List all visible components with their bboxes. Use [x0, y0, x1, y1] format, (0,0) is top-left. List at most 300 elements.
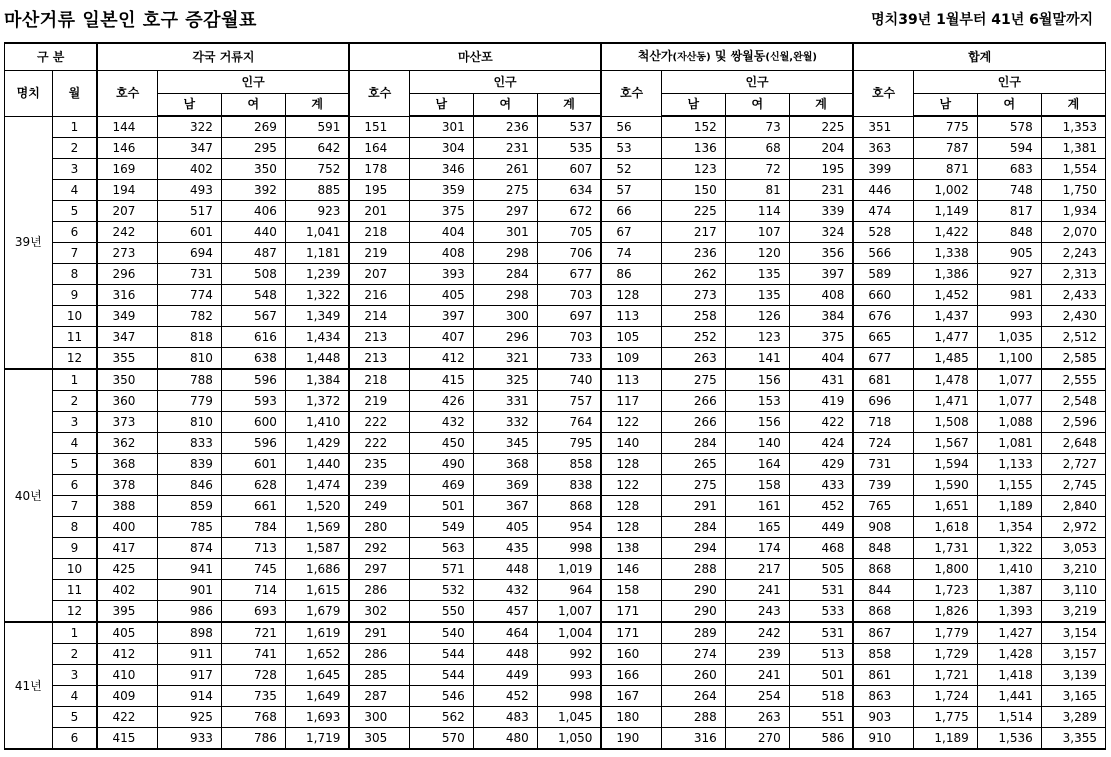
table-row — [5, 644, 1106, 665]
population-cell: 404 — [789, 348, 853, 370]
households-cell: 388 — [97, 496, 157, 517]
population-cell: 735 — [221, 686, 285, 707]
population-cell: 549 — [409, 517, 473, 538]
population-cell: 265 — [661, 454, 725, 475]
population-cell: 153 — [725, 391, 789, 412]
population-cell: 925 — [157, 707, 221, 728]
population-cell: 788 — [157, 369, 221, 391]
population-cell: 2,433 — [1041, 285, 1105, 306]
population-cell: 294 — [661, 538, 725, 559]
population-cell: 1,721 — [913, 665, 977, 686]
population-cell: 288 — [661, 559, 725, 580]
population-cell: 1,651 — [913, 496, 977, 517]
female-header-cheoksan-ssangwol: 여 — [725, 94, 789, 117]
population-cell: 1,679 — [285, 601, 349, 623]
population-cell: 1,615 — [285, 580, 349, 601]
households-cell: 144 — [97, 116, 157, 138]
population-cell: 346 — [409, 159, 473, 180]
population-cell: 672 — [537, 201, 601, 222]
population-cell: 241 — [725, 665, 789, 686]
meiji-header: 명치 — [5, 71, 53, 117]
population-cell: 165 — [725, 517, 789, 538]
population-cell: 288 — [661, 707, 725, 728]
households-cell: 218 — [349, 222, 409, 243]
population-cell: 540 — [409, 622, 473, 644]
households-cell: 67 — [601, 222, 661, 243]
month-cell: 1 — [52, 622, 97, 644]
population-cell: 449 — [789, 517, 853, 538]
households-cell: 113 — [601, 306, 661, 327]
population-cell: 126 — [725, 306, 789, 327]
month-cell: 1 — [52, 116, 97, 138]
population-cell: 1,386 — [913, 264, 977, 285]
population-cell: 156 — [725, 369, 789, 391]
month-cell: 4 — [52, 433, 97, 454]
population-cell: 1,686 — [285, 559, 349, 580]
population-cell: 570 — [409, 728, 473, 750]
households-cell: 122 — [601, 475, 661, 496]
population-cell: 616 — [221, 327, 285, 348]
population-cell: 195 — [789, 159, 853, 180]
households-cell: 158 — [601, 580, 661, 601]
population-cell: 263 — [725, 707, 789, 728]
population-cell: 300 — [473, 306, 537, 327]
population-cell: 3,139 — [1041, 665, 1105, 686]
month-cell: 11 — [52, 580, 97, 601]
population-cell: 757 — [537, 391, 601, 412]
households-header-total: 호수 — [853, 71, 913, 117]
population-cell: 817 — [977, 201, 1041, 222]
population-cell: 1,474 — [285, 475, 349, 496]
male-header-cheoksan-ssangwol: 남 — [661, 94, 725, 117]
population-cell: 429 — [789, 454, 853, 475]
population-cell: 535 — [537, 138, 601, 159]
households-cell: 410 — [97, 665, 157, 686]
table-row — [5, 707, 1106, 728]
population-cell: 404 — [409, 222, 473, 243]
households-cell: 863 — [853, 686, 913, 707]
households-cell: 422 — [97, 707, 157, 728]
population-cell: 114 — [725, 201, 789, 222]
population-cell: 782 — [157, 306, 221, 327]
population-cell: 260 — [661, 665, 725, 686]
population-cell: 2,512 — [1041, 327, 1105, 348]
households-cell: 66 — [601, 201, 661, 222]
population-header-masanpo: 인구 — [409, 71, 601, 94]
population-cell: 408 — [409, 243, 473, 264]
population-header-cheoksan-ssangwol: 인구 — [661, 71, 853, 94]
population-cell: 532 — [409, 580, 473, 601]
population-cell: 487 — [221, 243, 285, 264]
table-row — [5, 496, 1106, 517]
population-cell: 533 — [789, 601, 853, 623]
month-cell: 11 — [52, 327, 97, 348]
table-row — [5, 159, 1106, 180]
population-cell: 810 — [157, 412, 221, 433]
population-cell: 359 — [409, 180, 473, 201]
households-cell: 190 — [601, 728, 661, 750]
population-cell: 1,239 — [285, 264, 349, 285]
month-cell: 5 — [52, 201, 97, 222]
population-cell: 3,154 — [1041, 622, 1105, 644]
population-cell: 236 — [661, 243, 725, 264]
population-cell: 1,452 — [913, 285, 977, 306]
population-cell: 775 — [913, 116, 977, 138]
population-cell: 284 — [661, 433, 725, 454]
population-cell: 548 — [221, 285, 285, 306]
population-cell: 693 — [221, 601, 285, 623]
population-cell: 563 — [409, 538, 473, 559]
group3-sub2-label: (신월,완월) — [765, 52, 817, 63]
population-cell: 1,779 — [913, 622, 977, 644]
population-cell: 901 — [157, 580, 221, 601]
population-cell: 1,372 — [285, 391, 349, 412]
households-cell: 400 — [97, 517, 157, 538]
population-cell: 141 — [725, 348, 789, 370]
population-cell: 1,477 — [913, 327, 977, 348]
population-cell: 284 — [661, 517, 725, 538]
female-header-total: 여 — [977, 94, 1041, 117]
households-cell: 86 — [601, 264, 661, 285]
month-cell: 3 — [52, 159, 97, 180]
month-cell: 6 — [52, 222, 97, 243]
population-cell: 1,536 — [977, 728, 1041, 750]
households-cell: 402 — [97, 580, 157, 601]
population-cell: 490 — [409, 454, 473, 475]
population-cell: 505 — [789, 559, 853, 580]
households-cell: 724 — [853, 433, 913, 454]
population-cell: 449 — [473, 665, 537, 686]
population-cell: 1,428 — [977, 644, 1041, 665]
population-cell: 546 — [409, 686, 473, 707]
population-cell: 1,393 — [977, 601, 1041, 623]
population-cell: 1,100 — [977, 348, 1041, 370]
table-row — [5, 580, 1106, 601]
population-cell: 289 — [661, 622, 725, 644]
population-cell: 1,387 — [977, 580, 1041, 601]
table-row — [5, 222, 1106, 243]
population-cell: 295 — [221, 138, 285, 159]
population-cell: 1,322 — [977, 538, 1041, 559]
population-cell: 964 — [537, 580, 601, 601]
table-row — [5, 138, 1106, 159]
population-cell: 3,053 — [1041, 538, 1105, 559]
population-cell: 422 — [789, 412, 853, 433]
population-cell: 431 — [789, 369, 853, 391]
population-cell: 375 — [409, 201, 473, 222]
population-cell: 784 — [221, 517, 285, 538]
households-cell: 194 — [97, 180, 157, 201]
table-body — [5, 116, 1106, 749]
population-cell: 161 — [725, 496, 789, 517]
population-cell: 432 — [473, 580, 537, 601]
population-cell: 316 — [661, 728, 725, 750]
document-period: 명치39년 1월부터 41년 6월말까지 — [871, 12, 1093, 28]
group-header-cheoksan-ssangwol — [601, 43, 853, 71]
population-cell: 136 — [661, 138, 725, 159]
population-cell: 275 — [661, 475, 725, 496]
population-cell: 562 — [409, 707, 473, 728]
households-cell: 56 — [601, 116, 661, 138]
population-cell: 1,649 — [285, 686, 349, 707]
households-cell: 128 — [601, 454, 661, 475]
population-cell: 1,077 — [977, 391, 1041, 412]
population-cell: 356 — [789, 243, 853, 264]
population-cell: 954 — [537, 517, 601, 538]
population-cell: 424 — [789, 433, 853, 454]
households-cell: 242 — [97, 222, 157, 243]
population-cell: 571 — [409, 559, 473, 580]
population-cell: 304 — [409, 138, 473, 159]
table-header — [5, 43, 1106, 116]
population-cell: 993 — [977, 306, 1041, 327]
population-cell: 745 — [221, 559, 285, 580]
population-cell: 741 — [221, 644, 285, 665]
total-header-masanpo: 계 — [537, 94, 601, 117]
households-cell: 425 — [97, 559, 157, 580]
population-cell: 243 — [725, 601, 789, 623]
population-cell: 1,485 — [913, 348, 977, 370]
population-cell: 1,520 — [285, 496, 349, 517]
month-cell: 3 — [52, 412, 97, 433]
population-cell: 1,618 — [913, 517, 977, 538]
households-cell: 677 — [853, 348, 913, 370]
population-cell: 993 — [537, 665, 601, 686]
population-cell: 1,133 — [977, 454, 1041, 475]
population-cell: 578 — [977, 116, 1041, 138]
group-header-foreign-settlement: 각국 거류지 — [97, 43, 349, 71]
population-cell: 273 — [661, 285, 725, 306]
population-cell: 703 — [537, 327, 601, 348]
month-cell: 4 — [52, 686, 97, 707]
population-cell: 593 — [221, 391, 285, 412]
households-cell: 409 — [97, 686, 157, 707]
population-cell: 464 — [473, 622, 537, 644]
households-cell: 302 — [349, 601, 409, 623]
households-cell: 528 — [853, 222, 913, 243]
population-cell: 600 — [221, 412, 285, 433]
population-header-total: 인구 — [913, 71, 1105, 94]
month-cell: 10 — [52, 559, 97, 580]
population-cell: 296 — [473, 327, 537, 348]
population-cell: 839 — [157, 454, 221, 475]
month-cell: 6 — [52, 475, 97, 496]
population-cell: 1,035 — [977, 327, 1041, 348]
households-cell: 171 — [601, 622, 661, 644]
population-cell: 818 — [157, 327, 221, 348]
households-cell: 286 — [349, 644, 409, 665]
households-cell: 249 — [349, 496, 409, 517]
table-row — [5, 559, 1106, 580]
population-cell: 2,745 — [1041, 475, 1105, 496]
population-cell: 905 — [977, 243, 1041, 264]
population-cell: 150 — [661, 180, 725, 201]
population-cell: 1,729 — [913, 644, 977, 665]
households-cell: 218 — [349, 369, 409, 391]
table-row — [5, 391, 1106, 412]
population-cell: 435 — [473, 538, 537, 559]
households-cell: 117 — [601, 391, 661, 412]
month-cell: 2 — [52, 391, 97, 412]
households-cell: 589 — [853, 264, 913, 285]
population-cell: 284 — [473, 264, 537, 285]
population-cell: 1,354 — [977, 517, 1041, 538]
population-cell: 367 — [473, 496, 537, 517]
population-cell: 1,189 — [913, 728, 977, 750]
population-cell: 68 — [725, 138, 789, 159]
population-cell: 406 — [221, 201, 285, 222]
population-cell: 838 — [537, 475, 601, 496]
table-row — [5, 369, 1106, 391]
population-cell: 501 — [789, 665, 853, 686]
households-cell: 216 — [349, 285, 409, 306]
households-cell: 128 — [601, 496, 661, 517]
population-cell: 3,289 — [1041, 707, 1105, 728]
households-cell: 844 — [853, 580, 913, 601]
households-cell: 910 — [853, 728, 913, 750]
households-header-cheoksan-ssangwol: 호수 — [601, 71, 661, 117]
table-row — [5, 454, 1106, 475]
households-cell: 222 — [349, 412, 409, 433]
population-cell: 1,041 — [285, 222, 349, 243]
month-cell: 5 — [52, 454, 97, 475]
population-cell: 156 — [725, 412, 789, 433]
population-cell: 550 — [409, 601, 473, 623]
population-cell: 1,418 — [977, 665, 1041, 686]
male-header-foreign-settlement: 남 — [157, 94, 221, 117]
population-cell: 1,594 — [913, 454, 977, 475]
population-cell: 733 — [537, 348, 601, 370]
households-cell: 731 — [853, 454, 913, 475]
population-cell: 1,437 — [913, 306, 977, 327]
population-cell: 217 — [725, 559, 789, 580]
population-cell: 1,508 — [913, 412, 977, 433]
population-cell: 263 — [661, 348, 725, 370]
population-cell: 217 — [661, 222, 725, 243]
population-cell: 433 — [789, 475, 853, 496]
population-cell: 2,548 — [1041, 391, 1105, 412]
households-cell: 235 — [349, 454, 409, 475]
households-cell: 53 — [601, 138, 661, 159]
population-cell: 452 — [789, 496, 853, 517]
month-cell: 3 — [52, 665, 97, 686]
population-cell: 885 — [285, 180, 349, 201]
group3-and-label: 및 쌍월동 — [710, 49, 766, 63]
population-cell: 450 — [409, 433, 473, 454]
population-cell: 874 — [157, 538, 221, 559]
population-cell: 275 — [661, 369, 725, 391]
population-cell: 384 — [789, 306, 853, 327]
population-cell: 703 — [537, 285, 601, 306]
population-cell: 252 — [661, 327, 725, 348]
population-cell: 397 — [409, 306, 473, 327]
households-cell: 417 — [97, 538, 157, 559]
population-cell: 634 — [537, 180, 601, 201]
population-cell: 164 — [725, 454, 789, 475]
year-cell: 40년 — [5, 369, 53, 622]
population-cell: 1,934 — [1041, 201, 1105, 222]
households-cell: 349 — [97, 306, 157, 327]
table-row — [5, 306, 1106, 327]
population-cell: 795 — [537, 433, 601, 454]
population-cell: 239 — [725, 644, 789, 665]
population-cell: 2,840 — [1041, 496, 1105, 517]
population-cell: 107 — [725, 222, 789, 243]
households-cell: 363 — [853, 138, 913, 159]
households-cell: 219 — [349, 243, 409, 264]
households-cell: 167 — [601, 686, 661, 707]
population-table — [4, 42, 1106, 750]
households-cell: 908 — [853, 517, 913, 538]
population-cell: 493 — [157, 180, 221, 201]
population-cell: 2,648 — [1041, 433, 1105, 454]
households-cell: 362 — [97, 433, 157, 454]
population-cell: 1,427 — [977, 622, 1041, 644]
households-cell: 201 — [349, 201, 409, 222]
population-cell: 911 — [157, 644, 221, 665]
population-cell: 1,004 — [537, 622, 601, 644]
month-cell: 1 — [52, 369, 97, 391]
population-cell: 1,478 — [913, 369, 977, 391]
population-cell: 392 — [221, 180, 285, 201]
population-cell: 412 — [409, 348, 473, 370]
population-cell: 331 — [473, 391, 537, 412]
households-cell: 378 — [97, 475, 157, 496]
households-cell: 285 — [349, 665, 409, 686]
month-cell: 12 — [52, 601, 97, 623]
population-cell: 914 — [157, 686, 221, 707]
table-row — [5, 264, 1106, 285]
households-cell: 287 — [349, 686, 409, 707]
population-cell: 2,585 — [1041, 348, 1105, 370]
population-cell: 858 — [537, 454, 601, 475]
population-cell: 697 — [537, 306, 601, 327]
population-cell: 517 — [157, 201, 221, 222]
households-cell: 178 — [349, 159, 409, 180]
population-cell: 998 — [537, 686, 601, 707]
population-cell: 1,554 — [1041, 159, 1105, 180]
table-row — [5, 665, 1106, 686]
households-cell: 180 — [601, 707, 661, 728]
group3-main-label: 척산가 — [637, 49, 673, 63]
households-cell: 213 — [349, 327, 409, 348]
population-cell: 1,019 — [537, 559, 601, 580]
population-cell: 786 — [221, 728, 285, 750]
population-cell: 1,645 — [285, 665, 349, 686]
population-cell: 923 — [285, 201, 349, 222]
population-cell: 1,775 — [913, 707, 977, 728]
population-cell: 397 — [789, 264, 853, 285]
population-cell: 290 — [661, 601, 725, 623]
population-cell: 347 — [157, 138, 221, 159]
population-cell: 123 — [725, 327, 789, 348]
households-cell: 765 — [853, 496, 913, 517]
population-cell: 531 — [789, 622, 853, 644]
population-cell: 1,322 — [285, 285, 349, 306]
population-cell: 2,727 — [1041, 454, 1105, 475]
population-cell: 1,440 — [285, 454, 349, 475]
month-cell: 8 — [52, 517, 97, 538]
population-cell: 2,972 — [1041, 517, 1105, 538]
population-cell: 810 — [157, 348, 221, 370]
population-cell: 2,430 — [1041, 306, 1105, 327]
population-cell: 986 — [157, 601, 221, 623]
population-cell: 270 — [725, 728, 789, 750]
population-cell: 258 — [661, 306, 725, 327]
households-cell: 718 — [853, 412, 913, 433]
households-cell: 109 — [601, 348, 661, 370]
households-cell: 286 — [349, 580, 409, 601]
